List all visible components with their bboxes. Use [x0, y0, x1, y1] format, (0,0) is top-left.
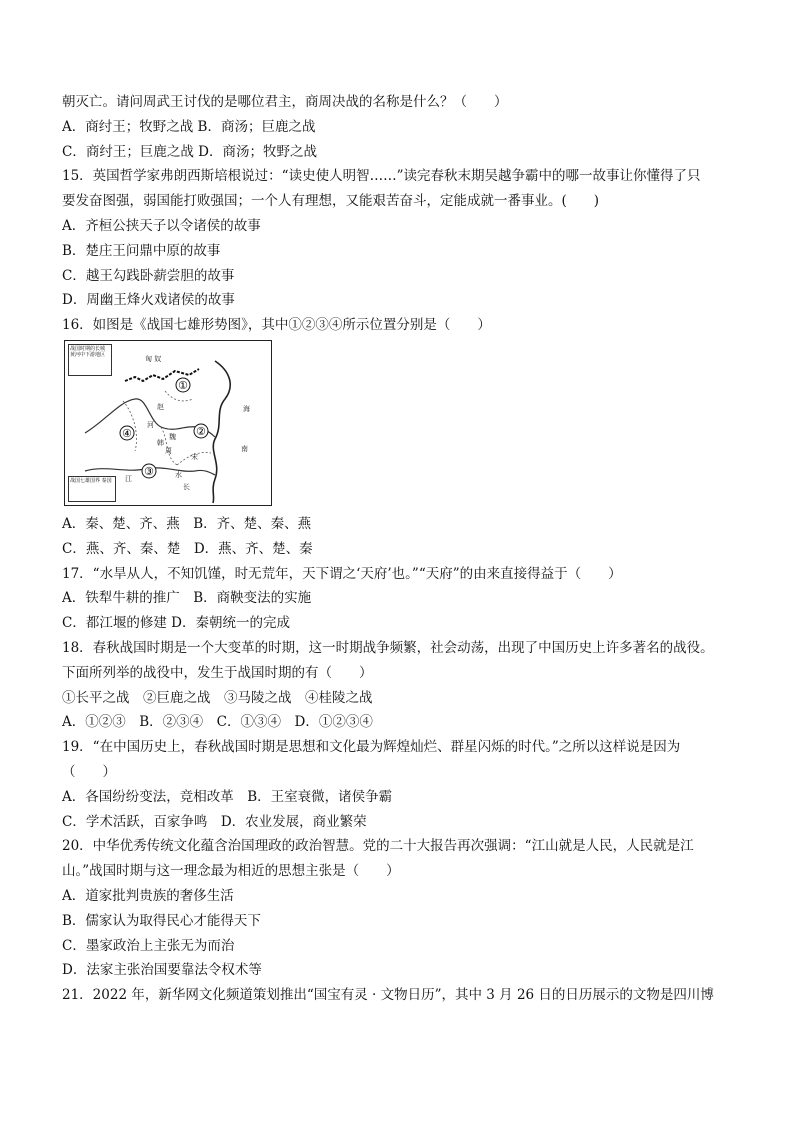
q15-stem-line1: 15．英国哲学家弗朗西斯培根说过：“读史使人明智……”读完春秋末期吴越争霸中的哪一故事让你懂得了只 [62, 168, 701, 185]
q19-stem-line1: 19．“在中国历史上，春秋战国时期是思想和文化最为辉煌灿烂、群星闪烁的时代。”之所以这样说是因为 [62, 739, 681, 756]
q15-option-d: D．周幽王烽火戏诸侯的故事 [62, 292, 235, 309]
q16-stem: 16．如图是《战国七雄形势图》，其中①②③④所示位置分别是（ ） [62, 317, 491, 334]
q16-options-cd: C．燕、齐、秦、楚 D．燕、齐、楚、秦 [62, 540, 313, 557]
q16-options-ab: A．秦、楚、齐、燕 B．齐、楚、秦、燕 [62, 515, 312, 532]
label-shui: 水 [175, 470, 182, 479]
q20-option-b: B．儒家认为取得民心才能得天下 [62, 912, 261, 929]
marker-2: ② [196, 424, 206, 438]
label-he: 河 [147, 420, 154, 429]
label-wei: 魏 [169, 432, 176, 441]
label-song: 宋 [191, 452, 198, 461]
label-xiongnu: 匈 奴 [145, 354, 162, 363]
q15-option-a: A．齐桓公挟天子以令诸侯的故事 [62, 217, 261, 234]
marker-4: ④ [122, 426, 132, 440]
q20-stem-line2: 山。”战国时期与这一理念最为相近的思想主张是（ ） [62, 863, 400, 880]
exam-page [62, 90, 742, 1008]
q20-stem-line1: 20．中华优秀传统文化蕴含治国理政的政治智慧。党的二十大报告再次强调：“江山就是人民，人民就是江 [62, 838, 694, 855]
q18-stem-line1: 18．春秋战国时期是一个大变革的时期，这一时期战争频繁，社会动荡，出现了中国历史上许多著名的战役。 [62, 639, 714, 656]
label-han: 韩 [157, 438, 164, 447]
q18-items: ①长平之战 ②巨鹿之战 ③马陵之战 ④桂陵之战 [62, 689, 373, 706]
q21-stem-line1: 21．2022 年，新华网文化频道策划推出“国宝有灵 · 文物日历”，其中 3 月 26 日的日历展示的文物是四川博 [62, 987, 714, 1004]
q18-options: A．①②③ B．②③④ C．①③④ D．①②③④ [62, 714, 373, 731]
warring-states-map [64, 340, 272, 506]
q17-options-cd: C．都江堰的修建 D．秦朝统一的完成 [62, 615, 290, 632]
label-zhou: 周 [165, 446, 172, 455]
q14-options-cd: C．商纣王；巨鹿之战 D．商汤；牧野之战 [62, 143, 317, 160]
coastline [213, 361, 230, 503]
q14-stem-tail: 朝灭亡。请问周武王讨伐的是哪位君主，商周决战的名称是什么？（ ） [62, 94, 508, 110]
q20-option-c: C．墨家政治上主张无为而治 [62, 937, 235, 954]
q18-stem-line2: 下面所列举的战役中，发生于战国时期的有（ ） [62, 664, 373, 681]
q17-options-ab: A．铁犁牛耕的推广 B．商鞅变法的实施 [62, 590, 312, 607]
q20-option-a: A．道家批判贵族的奢侈生活 [62, 887, 234, 904]
map-legend-bottom: 战国七雄国界 秦国 [68, 476, 116, 502]
map-legend-top: 战国时期的长城 黄河中下游地区 [68, 344, 112, 376]
q17-stem: 17．“水旱从人，不知饥馑，时无荒年，天下谓之‘天府’也。”“天府”的由来直接得益于（ ） [62, 565, 622, 582]
q15-stem-line2: 要发奋图强，弱国能打败强国；一个人有理想，又能艰苦奋斗，定能成就一番事业。( ) [62, 193, 600, 210]
q19-options-cd: C．学术活跃，百家争鸣 D．农业发展，商业繁荣 [62, 813, 367, 830]
q19-stem-line2: （ ） [62, 763, 116, 780]
q20-option-d: D．法家主张治国要靠法令权术等 [62, 962, 262, 979]
label-zhao: 赵 [157, 402, 164, 411]
label-jiang: 江 [125, 474, 132, 483]
great-wall [125, 369, 199, 381]
q19-options-ab: A．各国纷纷变法，竞相改革 B．王室衰微，诸侯争霸 [62, 788, 393, 805]
q14-options-ab: A．商纣王；牧野之战 B．商汤；巨鹿之战 [62, 118, 316, 135]
marker-3: ③ [144, 464, 154, 478]
label-nan: 南 [241, 444, 248, 453]
label-chang: 长 [183, 482, 190, 491]
marker-1: ① [178, 378, 188, 392]
q15-option-b: B．楚庄王问鼎中原的故事 [62, 242, 221, 259]
q15-option-c: C．越王勾践卧薪尝胆的故事 [62, 267, 235, 284]
label-hai: 海 [243, 404, 250, 413]
